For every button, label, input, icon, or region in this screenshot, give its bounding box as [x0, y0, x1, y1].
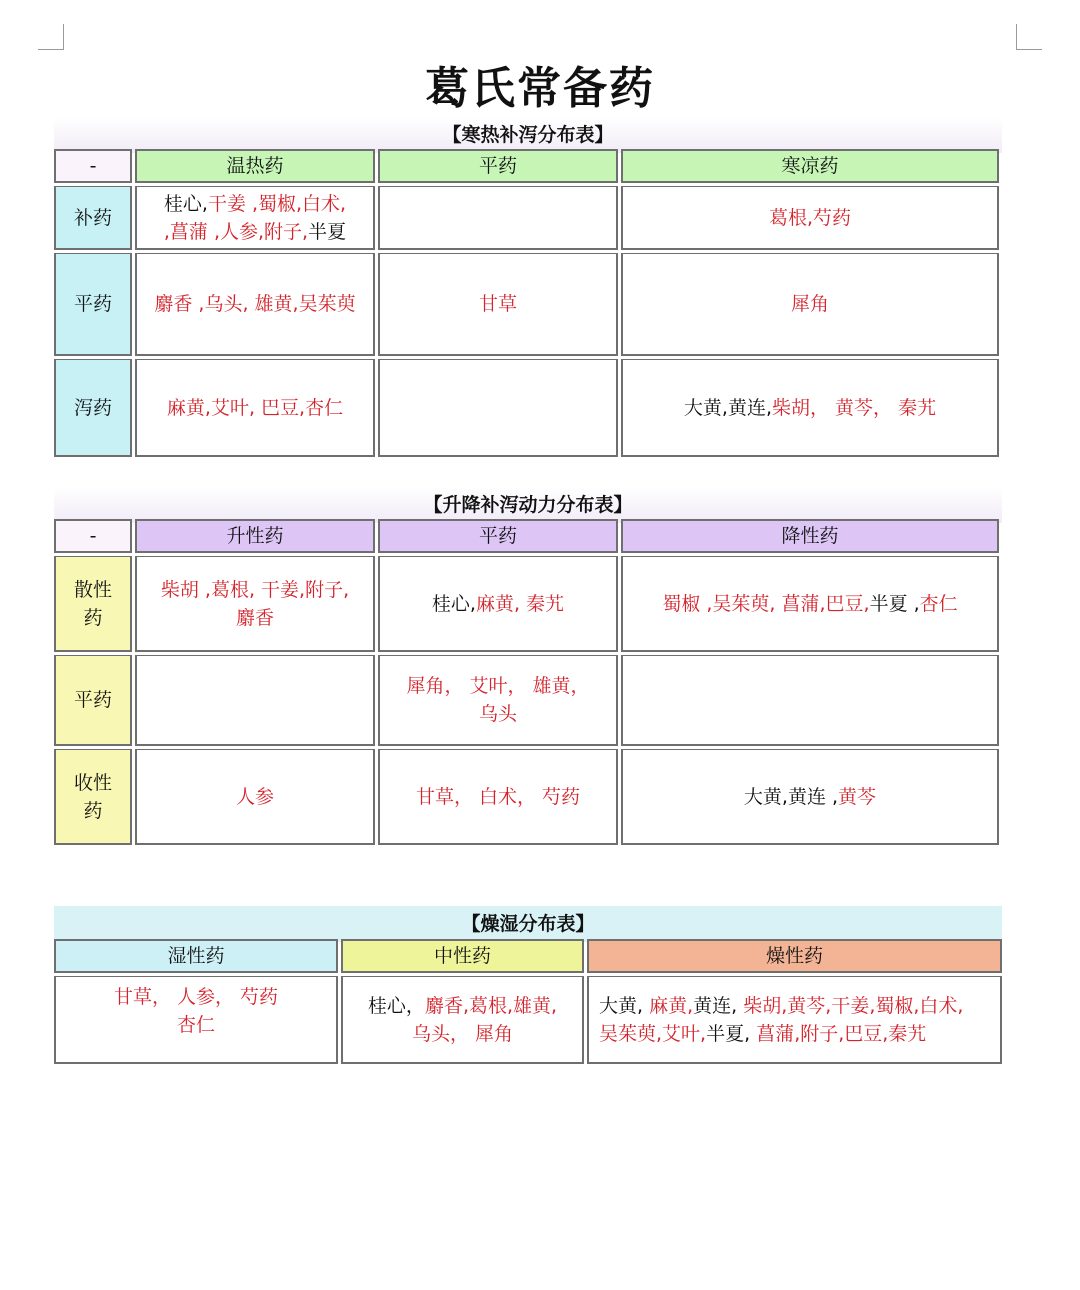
cell-cold-purge: 大黄,黄连,柴胡， 黄芩， 秦艽	[621, 359, 999, 457]
cell-cold-neutral: 犀角	[621, 253, 999, 356]
table3-caption: 【燥湿分布表】	[54, 906, 1002, 942]
corner-cell: -	[54, 519, 132, 553]
cell-neutral-neutral: 甘草	[378, 253, 618, 356]
row-label: 补药	[54, 186, 132, 250]
row-label: 泻药	[54, 359, 132, 457]
table-row	[54, 359, 999, 457]
table-header-row	[54, 519, 999, 553]
table-header-row	[54, 149, 999, 183]
row-label: 散性 药	[54, 556, 132, 652]
cell-neutral-neutral: 犀角， 艾叶， 雄黄， 乌头	[378, 655, 618, 746]
dry-damp-table	[51, 939, 1005, 1064]
cell-warm-purge: 麻黄,艾叶, 巴豆,杏仁	[135, 359, 375, 457]
row-label: 平药	[54, 253, 132, 356]
table-header-row	[54, 939, 1002, 973]
table2-caption: 【升降补泻动力分布表】	[54, 487, 1002, 523]
table-row	[54, 749, 999, 845]
row-label: 收性 药	[54, 749, 132, 845]
cell-warm-tonic: 桂心,干姜 ,蜀椒,白术, ,菖蒲 ,人参,附子,半夏	[135, 186, 375, 250]
table-row	[54, 186, 999, 250]
header-neutral: 中性药	[341, 939, 584, 973]
cell-descending-neutral	[621, 655, 999, 746]
cell-dry: 大黄, 麻黄,黄连, 柴胡,黄芩,干姜,蜀椒,白术, 吴茱萸,艾叶,半夏, 菖蒲,附子,巴豆,秦艽	[587, 976, 1002, 1064]
corner-cell: -	[54, 149, 132, 183]
cell-damp: 甘草， 人参， 芍药 杏仁	[54, 976, 338, 1064]
cell-neutral-astringe: 甘草， 白术， 芍药	[378, 749, 618, 845]
row-label: 平药	[54, 655, 132, 746]
cell-ascending-disperse: 柴胡 ,葛根, 干姜,附子, 麝香	[135, 556, 375, 652]
header-ascending: 升性药	[135, 519, 375, 553]
table1-caption: 【寒热补泻分布表】	[54, 117, 1002, 153]
crop-mark-top-left	[38, 24, 64, 50]
cell-neutral-tonic	[378, 186, 618, 250]
table-row	[54, 655, 999, 746]
cell-descending-astringe: 大黄,黄连 ,黄芩	[621, 749, 999, 845]
cell-neutral: 桂心，麝香,葛根,雄黄, 乌头， 犀角	[341, 976, 584, 1064]
cell-ascending-neutral	[135, 655, 375, 746]
cold-heat-table	[51, 149, 1002, 457]
header-descending: 降性药	[621, 519, 999, 553]
header-damp: 湿性药	[54, 939, 338, 973]
crop-mark-top-right	[1016, 24, 1042, 50]
cell-cold-tonic: 葛根,芍药	[621, 186, 999, 250]
cell-neutral-disperse: 桂心,麻黄, 秦艽	[378, 556, 618, 652]
table-row	[54, 976, 1002, 1064]
header-dry: 燥性药	[587, 939, 1002, 973]
cell-neutral-purge	[378, 359, 618, 457]
cell-warm-neutral: 麝香 ,乌头, 雄黄,吴茱萸	[135, 253, 375, 356]
header-cold: 寒凉药	[621, 149, 999, 183]
table-row	[54, 556, 999, 652]
ascend-descend-table	[51, 519, 1002, 845]
header-warm: 温热药	[135, 149, 375, 183]
table-row	[54, 253, 999, 356]
cell-ascending-astringe: 人参	[135, 749, 375, 845]
cell-descending-disperse: 蜀椒 ,吴茱萸, 菖蒲,巴豆,半夏 ,杏仁	[621, 556, 999, 652]
page-title: 葛氏常备药	[425, 63, 655, 114]
header-neutral: 平药	[378, 149, 618, 183]
header-neutral: 平药	[378, 519, 618, 553]
